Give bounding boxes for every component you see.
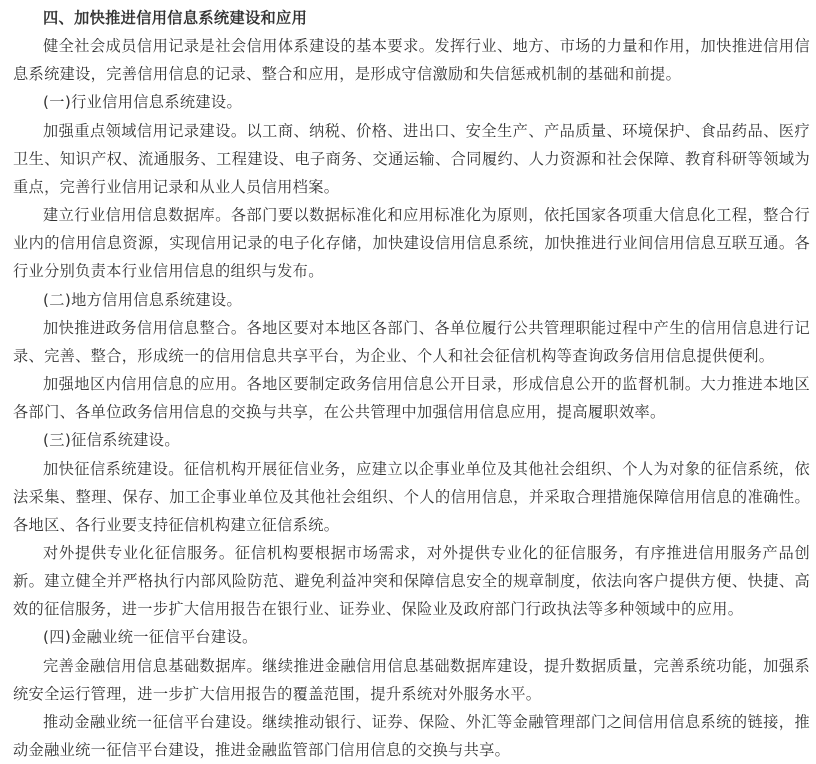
- part-2-paragraph-1: 加快推进政务信用信息整合。各地区要对本地区各部门、各单位履行公共管理职能过程中产生的信用信息进行记录、完善、整合，形成统一的信用信息共享平台，为企业、个人和社会征信机构等查询政务信用信息提供便利。: [13, 318, 810, 365]
- part-2-title: (二)地方信用信息系统建设。: [43, 290, 243, 309]
- section-heading: 四、加快推进信用信息系统建设和应用: [43, 9, 308, 27]
- part-3-paragraph-1: 加快征信系统建设。征信机构开展征信业务，应建立以企事业单位及其他社会组织、个人为对象的征信系统，依法采集、整理、保存、加工企事业单位及其他社会组织、个人的信用信息，并采取合理措施保障信用信息的准确性。各地区、各行业要支持征信机构建立征信系统。: [13, 459, 810, 534]
- part-1-paragraph-1: 加强重点领域信用记录建设。以工商、纳税、价格、进出口、安全生产、产品质量、环境保护、食品药品、医疗卫生、知识产权、流通服务、工程建设、电子商务、交通运输、合同履约、人力资源和社会保障、教育科研等领域为重点，完善行业信用记录和从业人员信用档案。: [13, 121, 810, 196]
- part-3-title: (三)征信系统建设。: [43, 431, 180, 450]
- part-4-paragraph-1: 完善金融信用信息基础数据库。继续推进金融信用信息基础数据库建设，提升数据质量，完善系统功能，加强系统安全运行管理，进一步扩大信用报告的覆盖范围，提升系统对外服务水平。: [13, 656, 810, 703]
- part-1-paragraph-2: 建立行业信用信息数据库。各部门要以数据标准化和应用标准化为原则，依托国家各项重大信息化工程，整合行业内的信用信息资源，实现信用记录的电子化存储，加快建设信用信息系统，加快推进行业间信用信息互联互通。各行业分别负责本行业信用信息的组织与发布。: [13, 206, 810, 281]
- part-2-paragraph-2: 加强地区内信用信息的应用。各地区要制定政务信用信息公开目录，形成信息公开的监督机制。大力推进本地区各部门、各单位政务信用信息的交换与共享，在公共管理中加强信用信息应用，提高履职效率。: [13, 375, 810, 422]
- part-4-title: (四)金融业统一征信平台建设。: [43, 628, 258, 647]
- part-4-paragraph-2: 推动金融业统一征信平台建设。继续推动银行、证券、保险、外汇等金融管理部门之间信用信息系统的链接，推动金融业统一征信平台建设，推进金融监管部门信用信息的交换与共享。: [13, 712, 810, 760]
- part-3-paragraph-2: 对外提供专业化征信服务。征信机构要根据市场需求，对外提供专业化的征信服务，有序推进信用服务产品创新。建立健全并严格执行内部风险防范、避免利益冲突和保障信息安全的规章制度，依法向客户提供方便、快捷、高效的征信服务，进一步扩大信用报告在银行业、证券业、保险业及政府部门行政执法等多种领域中的应用。: [13, 543, 810, 619]
- section-intro-paragraph: 健全社会成员信用记录是社会信用体系建设的基本要求。发挥行业、地方、市场的力量和作用，加快推进信用信息系统建设，完善信用信息的记录、整合和应用，是形成守信激励和失信惩戒机制的基础和前提。: [13, 37, 810, 84]
- part-1-title: (一)行业信用信息系统建设。: [43, 93, 243, 112]
